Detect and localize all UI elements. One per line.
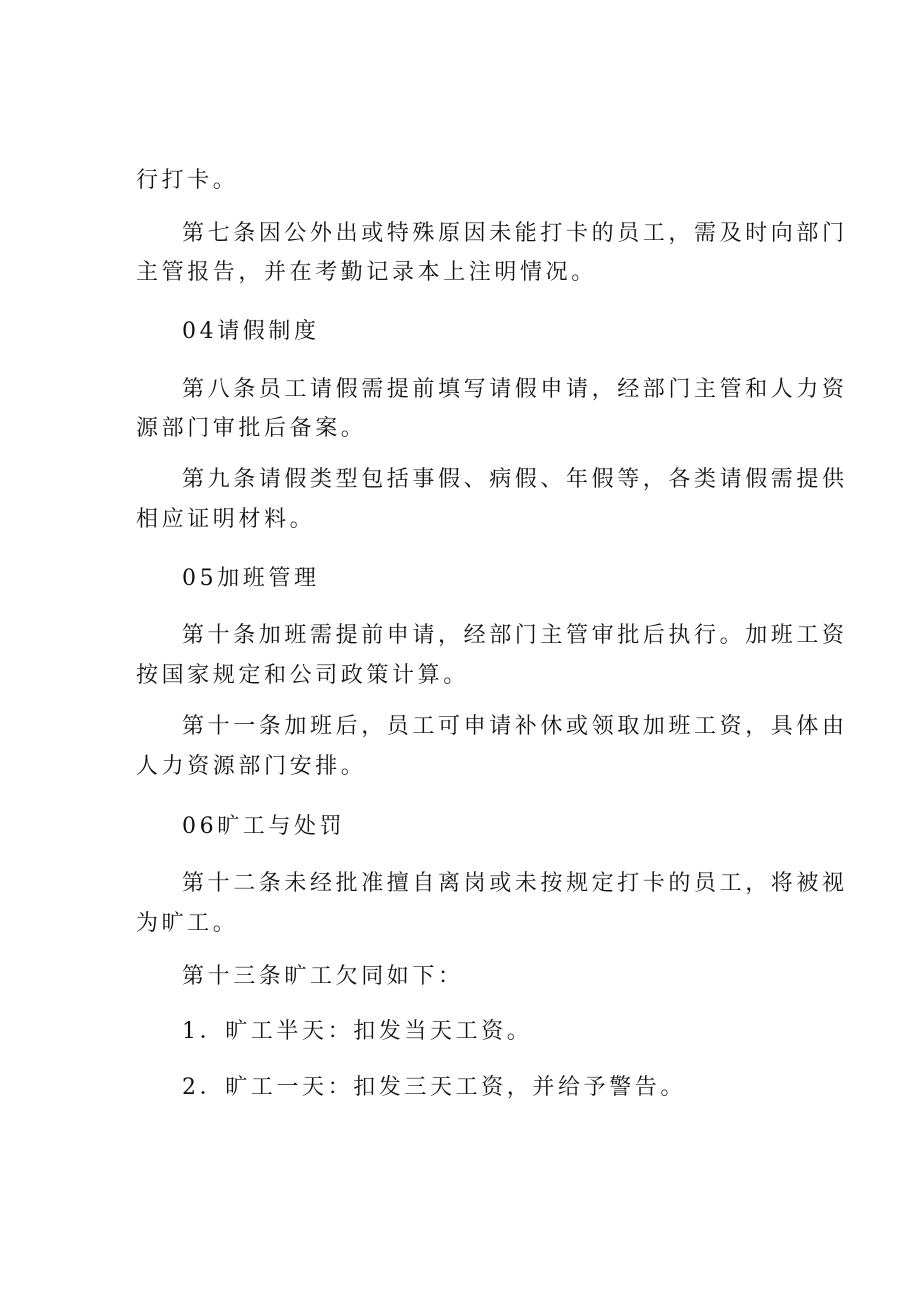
list-item: 1．旷工半天：扣发当天工资。	[182, 1019, 533, 1044]
paragraph-line: 人力资源部门安排。	[136, 754, 367, 779]
paragraph-line: 为旷工。	[136, 911, 239, 936]
section-heading: 05加班管理	[182, 566, 320, 591]
section-heading: 06旷工与处罚	[182, 814, 346, 839]
paragraph-line: 第十一条加班后，员工可申请补休或领取加班工资，具体由	[182, 714, 848, 739]
section-heading: 04请假制度	[182, 319, 320, 344]
paragraph-line: 第七条因公外出或特殊原因未能打卡的员工，需及时向部门	[182, 221, 848, 246]
list-item: 2．旷工一天：扣发三天工资，并给予警告。	[182, 1075, 686, 1100]
paragraph-line: 第八条员工请假需提前填写请假申请，经部门主管和人力资	[182, 377, 848, 402]
paragraph-line: 源部门审批后备案。	[136, 416, 367, 441]
paragraph-line: 行打卡。	[136, 168, 239, 193]
paragraph-line: 按国家规定和公司政策计算。	[136, 663, 469, 688]
paragraph-line: 第十二条未经批准擅自离岗或未按规定打卡的员工，将被视	[182, 871, 848, 896]
paragraph-line: 主管报告，并在考勤记录本上注明情况。	[136, 260, 597, 285]
paragraph-line: 第九条请假类型包括事假、病假、年假等，各类请假需提供	[182, 467, 848, 492]
paragraph-line: 第十三条旷工欠同如下：	[182, 964, 464, 989]
paragraph-line: 第十条加班需提前申请，经部门主管审批后执行。加班工资	[182, 623, 848, 648]
paragraph-line: 相应证明材料。	[136, 507, 316, 532]
